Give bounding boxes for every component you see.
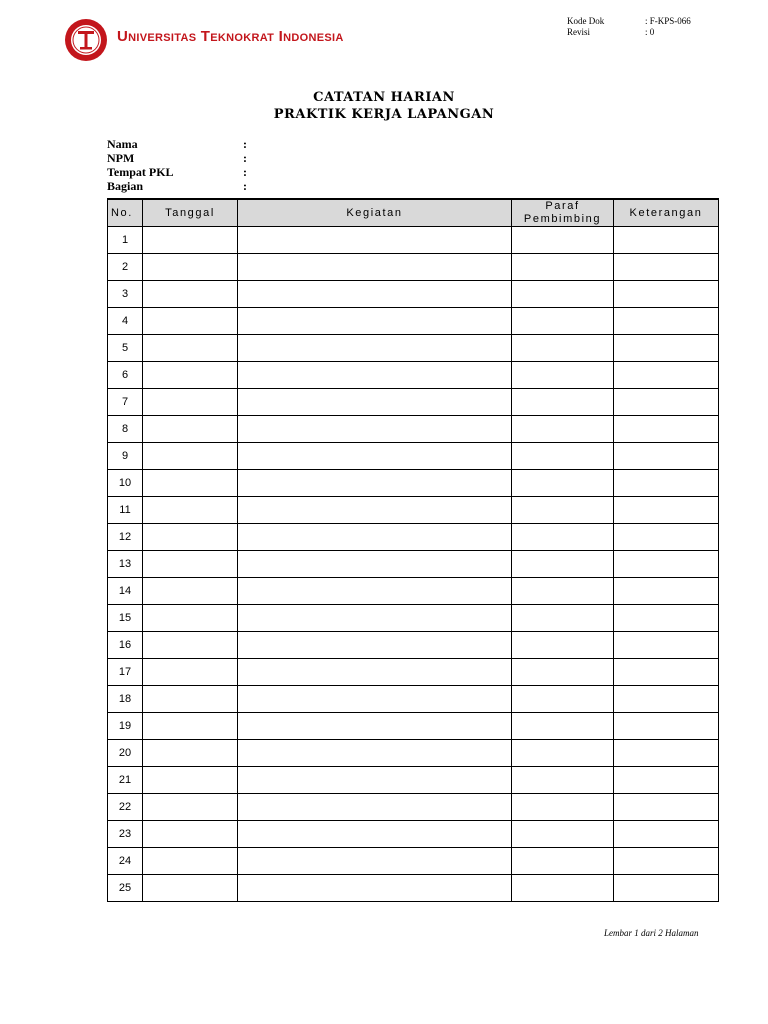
keterangan-cell[interactable] xyxy=(614,227,719,254)
col-header-kegiatan: Kegiatan xyxy=(238,199,512,227)
tanggal-cell[interactable] xyxy=(143,578,238,605)
tanggal-cell[interactable] xyxy=(143,281,238,308)
page-subtitle: PRAKTIK KERJA LAPANGAN xyxy=(273,107,495,122)
row-number: 2 xyxy=(108,254,143,281)
keterangan-cell[interactable] xyxy=(614,497,719,524)
keterangan-cell[interactable] xyxy=(614,443,719,470)
tanggal-cell[interactable] xyxy=(143,362,238,389)
keterangan-cell[interactable] xyxy=(614,416,719,443)
col-header-paraf-line1: Paraf xyxy=(545,200,580,212)
kegiatan-cell[interactable] xyxy=(238,740,512,767)
doc-code-row xyxy=(567,16,691,27)
kegiatan-cell[interactable] xyxy=(238,281,512,308)
keterangan-cell[interactable] xyxy=(614,821,719,848)
tanggal-cell[interactable] xyxy=(143,335,238,362)
tanggal-cell[interactable] xyxy=(143,875,238,902)
row-number: 20 xyxy=(108,740,143,767)
kegiatan-cell[interactable] xyxy=(238,875,512,902)
tanggal-cell[interactable] xyxy=(143,767,238,794)
paraf-cell[interactable] xyxy=(512,659,614,686)
paraf-cell[interactable] xyxy=(512,524,614,551)
revision-value: : 0 xyxy=(645,27,655,37)
row-number: 25 xyxy=(108,875,143,902)
paraf-cell[interactable] xyxy=(512,740,614,767)
keterangan-cell[interactable] xyxy=(614,767,719,794)
table-row xyxy=(108,308,719,335)
table-row xyxy=(108,686,719,713)
paraf-cell[interactable] xyxy=(512,254,614,281)
kegiatan-cell[interactable] xyxy=(238,389,512,416)
tanggal-cell[interactable] xyxy=(143,254,238,281)
field-colon: : xyxy=(243,179,247,193)
paraf-cell[interactable] xyxy=(512,794,614,821)
tanggal-cell[interactable] xyxy=(143,524,238,551)
tanggal-cell[interactable] xyxy=(143,848,238,875)
kegiatan-cell[interactable] xyxy=(238,470,512,497)
table-row xyxy=(108,335,719,362)
page-footer: Lembar 1 dari 2 Halaman xyxy=(604,928,699,938)
field-npm[interactable] xyxy=(107,151,247,165)
table-row xyxy=(108,470,719,497)
tanggal-cell[interactable] xyxy=(143,794,238,821)
table-row xyxy=(108,443,719,470)
kegiatan-cell[interactable] xyxy=(238,713,512,740)
kegiatan-cell[interactable] xyxy=(238,848,512,875)
keterangan-cell[interactable] xyxy=(614,470,719,497)
tanggal-cell[interactable] xyxy=(143,227,238,254)
tanggal-cell[interactable] xyxy=(143,416,238,443)
keterangan-cell[interactable] xyxy=(614,686,719,713)
row-number: 1 xyxy=(108,227,143,254)
row-number: 11 xyxy=(108,497,143,524)
kegiatan-cell[interactable] xyxy=(238,497,512,524)
row-number: 14 xyxy=(108,578,143,605)
row-number: 22 xyxy=(108,794,143,821)
field-label: Bagian xyxy=(107,179,144,193)
tanggal-cell[interactable] xyxy=(143,308,238,335)
kegiatan-cell[interactable] xyxy=(238,335,512,362)
table-row xyxy=(108,416,719,443)
row-number: 13 xyxy=(108,551,143,578)
row-number: 15 xyxy=(108,605,143,632)
field-colon: : xyxy=(243,151,247,165)
field-bagian[interactable] xyxy=(107,179,247,193)
table-row xyxy=(108,254,719,281)
tanggal-cell[interactable] xyxy=(143,551,238,578)
tanggal-cell[interactable] xyxy=(143,605,238,632)
keterangan-cell[interactable] xyxy=(614,389,719,416)
kegiatan-cell[interactable] xyxy=(238,686,512,713)
paraf-cell[interactable] xyxy=(512,551,614,578)
paraf-cell[interactable] xyxy=(512,848,614,875)
keterangan-cell[interactable] xyxy=(614,875,719,902)
table-row xyxy=(108,362,719,389)
row-number: 24 xyxy=(108,848,143,875)
row-number: 10 xyxy=(108,470,143,497)
field-tempat-pkl[interactable] xyxy=(107,165,247,179)
kegiatan-cell[interactable] xyxy=(238,443,512,470)
kegiatan-cell[interactable] xyxy=(238,632,512,659)
table-row xyxy=(108,227,719,254)
kegiatan-cell[interactable] xyxy=(238,227,512,254)
field-label: NPM xyxy=(107,151,135,165)
keterangan-cell[interactable] xyxy=(614,362,719,389)
kegiatan-cell[interactable] xyxy=(238,524,512,551)
row-number: 12 xyxy=(108,524,143,551)
row-number: 23 xyxy=(108,821,143,848)
kegiatan-cell[interactable] xyxy=(238,416,512,443)
kegiatan-cell[interactable] xyxy=(238,794,512,821)
paraf-cell[interactable] xyxy=(512,308,614,335)
row-number: 21 xyxy=(108,767,143,794)
document-info xyxy=(567,16,691,38)
university-name: Universitas Teknokrat Indonesia xyxy=(117,28,344,45)
table-row xyxy=(108,551,719,578)
col-header-tanggal: Tanggal xyxy=(143,199,238,227)
identity-fields xyxy=(107,137,247,193)
keterangan-cell[interactable] xyxy=(614,281,719,308)
tanggal-cell[interactable] xyxy=(143,686,238,713)
kegiatan-cell[interactable] xyxy=(238,254,512,281)
paraf-cell[interactable] xyxy=(512,713,614,740)
keterangan-cell[interactable] xyxy=(614,524,719,551)
keterangan-cell[interactable] xyxy=(614,713,719,740)
table-row xyxy=(108,281,719,308)
table-row xyxy=(108,740,719,767)
table-row xyxy=(108,713,719,740)
field-colon: : xyxy=(243,137,247,151)
keterangan-cell[interactable] xyxy=(614,740,719,767)
table-row xyxy=(108,821,719,848)
field-nama[interactable] xyxy=(107,137,247,151)
keterangan-cell[interactable] xyxy=(614,659,719,686)
paraf-cell[interactable] xyxy=(512,443,614,470)
kegiatan-cell[interactable] xyxy=(238,659,512,686)
keterangan-cell[interactable] xyxy=(614,848,719,875)
daily-log-table xyxy=(107,198,719,902)
kegiatan-cell[interactable] xyxy=(238,605,512,632)
tanggal-cell[interactable] xyxy=(143,713,238,740)
tanggal-cell[interactable] xyxy=(143,821,238,848)
paraf-cell[interactable] xyxy=(512,389,614,416)
col-header-no: No. xyxy=(108,199,143,227)
paraf-cell[interactable] xyxy=(512,470,614,497)
keterangan-cell[interactable] xyxy=(614,551,719,578)
kegiatan-cell[interactable] xyxy=(238,578,512,605)
keterangan-cell[interactable] xyxy=(614,335,719,362)
row-number: 5 xyxy=(108,335,143,362)
tanggal-cell[interactable] xyxy=(143,659,238,686)
table-row xyxy=(108,875,719,902)
row-number: 18 xyxy=(108,686,143,713)
row-number: 8 xyxy=(108,416,143,443)
kegiatan-cell[interactable] xyxy=(238,308,512,335)
paraf-cell[interactable] xyxy=(512,686,614,713)
kegiatan-cell[interactable] xyxy=(238,821,512,848)
table-row xyxy=(108,389,719,416)
doc-code-value: : F-KPS-066 xyxy=(645,16,691,26)
table-row xyxy=(108,524,719,551)
paraf-cell[interactable] xyxy=(512,227,614,254)
col-header-paraf-line2: Pembimbing xyxy=(523,213,602,225)
tanggal-cell[interactable] xyxy=(143,740,238,767)
paraf-cell[interactable] xyxy=(512,821,614,848)
keterangan-cell[interactable] xyxy=(614,308,719,335)
row-number: 4 xyxy=(108,308,143,335)
tanggal-cell[interactable] xyxy=(143,470,238,497)
table-row xyxy=(108,578,719,605)
keterangan-cell[interactable] xyxy=(614,632,719,659)
field-label: Nama xyxy=(107,137,138,151)
paraf-cell[interactable] xyxy=(512,578,614,605)
col-header-paraf xyxy=(512,199,614,227)
tanggal-cell[interactable] xyxy=(143,389,238,416)
row-number: 17 xyxy=(108,659,143,686)
paraf-cell[interactable] xyxy=(512,632,614,659)
col-header-keterangan: Keterangan xyxy=(614,199,719,227)
row-number: 3 xyxy=(108,281,143,308)
revision-label: Revisi xyxy=(567,27,591,37)
row-number: 9 xyxy=(108,443,143,470)
row-number: 7 xyxy=(108,389,143,416)
kegiatan-cell[interactable] xyxy=(238,767,512,794)
keterangan-cell[interactable] xyxy=(614,578,719,605)
paraf-cell[interactable] xyxy=(512,875,614,902)
row-number: 16 xyxy=(108,632,143,659)
paraf-cell[interactable] xyxy=(512,767,614,794)
paraf-cell[interactable] xyxy=(512,335,614,362)
table-row xyxy=(108,767,719,794)
page-title: CATATAN HARIAN xyxy=(313,90,455,105)
paraf-cell[interactable] xyxy=(512,605,614,632)
university-seal-icon xyxy=(63,17,109,63)
doc-code-label: Kode Dok xyxy=(567,16,605,26)
table-row xyxy=(108,605,719,632)
keterangan-cell[interactable] xyxy=(614,605,719,632)
kegiatan-cell[interactable] xyxy=(238,362,512,389)
tanggal-cell[interactable] xyxy=(143,497,238,524)
revision-row xyxy=(567,27,691,38)
kegiatan-cell[interactable] xyxy=(238,551,512,578)
keterangan-cell[interactable] xyxy=(614,794,719,821)
field-colon: : xyxy=(243,165,247,179)
table-row xyxy=(108,497,719,524)
table-header-row xyxy=(108,199,719,227)
table-row xyxy=(108,632,719,659)
paraf-cell[interactable] xyxy=(512,497,614,524)
row-number: 6 xyxy=(108,362,143,389)
table-row xyxy=(108,659,719,686)
table-row xyxy=(108,848,719,875)
paraf-cell[interactable] xyxy=(512,281,614,308)
paraf-cell[interactable] xyxy=(512,416,614,443)
tanggal-cell[interactable] xyxy=(143,443,238,470)
paraf-cell[interactable] xyxy=(512,362,614,389)
field-label: Tempat PKL xyxy=(107,165,174,179)
keterangan-cell[interactable] xyxy=(614,254,719,281)
row-number: 19 xyxy=(108,713,143,740)
tanggal-cell[interactable] xyxy=(143,632,238,659)
table-row xyxy=(108,794,719,821)
